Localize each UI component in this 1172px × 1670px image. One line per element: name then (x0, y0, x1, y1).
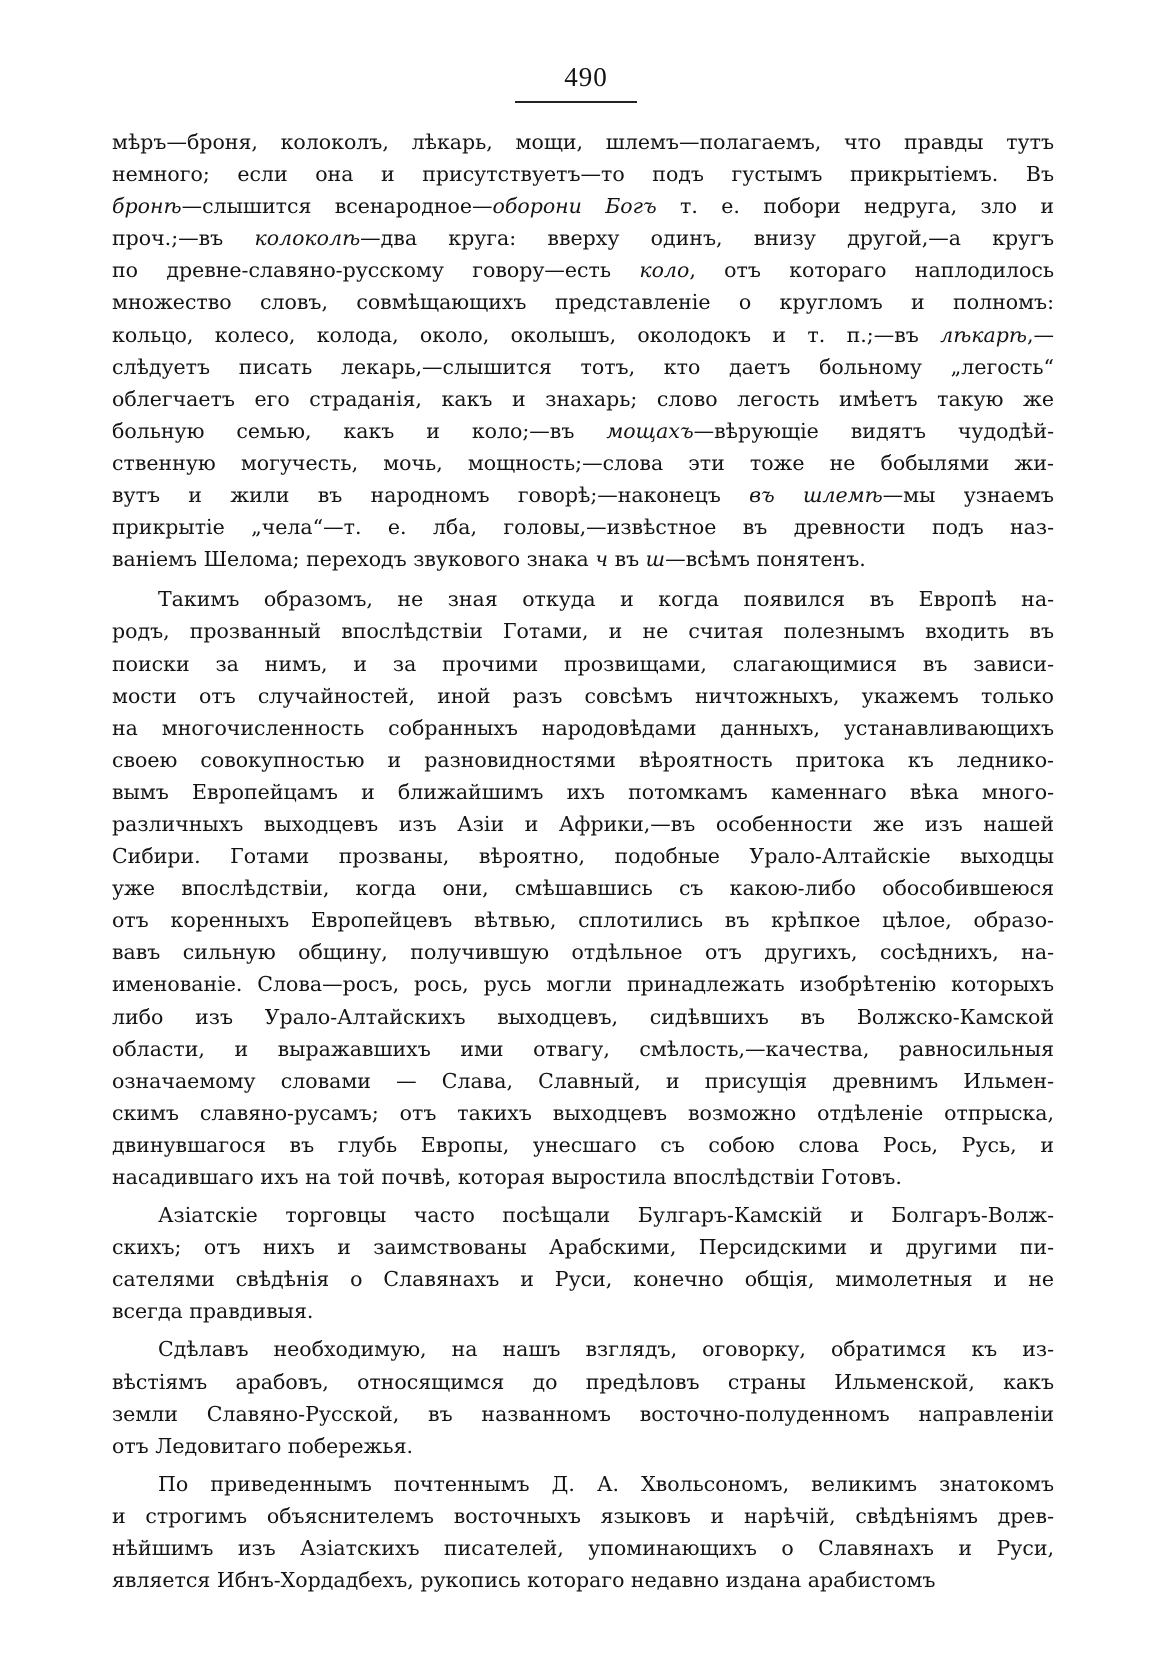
text-line: слѣдуетъ писать лекарь,—слышится тотъ, кто даетъ больному „легость“ (112, 354, 1054, 379)
text-line: облегчаетъ его страданія, какъ и знахарь; слово легость имѣетъ такую же (112, 386, 1054, 411)
body-text (112, 126, 1054, 1596)
text-line: либо изъ Урало-Алтайскихъ выходцевъ, сидѣвшихъ въ Волжско-Камской (112, 1004, 1054, 1029)
text-line: кольцо, колесо, колода, около, околышъ, околодокъ и т. п.;—въ лѣкарѣ,— (112, 322, 1054, 347)
text-line: скихъ; отъ нихъ и заимствованы Арабскими, Персидскими и другими пи- (112, 1235, 1054, 1260)
text-line: больную семью, какъ и коло;—въ мощахъ—вѣрующіе видятъ чудодѣй- (112, 418, 1054, 443)
page-number-underline (515, 101, 637, 103)
text-line: Азіатскіе торговцы часто посѣщали Булгаръ-Камскій и Болгаръ-Волж- (158, 1203, 1054, 1228)
text-line: ваніемъ Шелома; переходъ звукового знака ч въ ш—всѣмъ понятенъ. (112, 547, 866, 572)
text-line: Такимъ образомъ, не зная откуда и когда появился въ Европѣ на- (158, 587, 1054, 612)
text-line: земли Славяно-Русской, въ названномъ восточно-полуденномъ направленіи (112, 1401, 1054, 1426)
text-line: вавъ сильную общину, получившую отдѣльное отъ другихъ, сосѣднихъ, на- (112, 940, 1054, 965)
emphasized-word: въ шлемѣ (749, 483, 883, 508)
text-line: по древне-славяно-русскому говору—есть коло, отъ котораго наплодилось (112, 258, 1054, 283)
text-line: отъ Ледовитаго побережья. (112, 1433, 414, 1458)
paragraph-gap (112, 575, 1054, 583)
text-line: прикрытіе „чела“—т. е. лба, головы,—извѣстное въ древности подъ наз- (112, 515, 1054, 540)
paragraph (112, 126, 1054, 575)
text-line: является Ибнъ-Хордадбехъ, рукопись котораго недавно издана арабистомъ (112, 1568, 936, 1593)
text-line: именованіе. Слова—росъ, рось, русь могли принадлежать изобрѣтенію которыхъ (112, 972, 1054, 997)
emphasized-word: бронѣ (112, 194, 182, 219)
text-line: вымъ Европейцамъ и ближайшимъ ихъ потомкамъ каменнаго вѣка много- (112, 779, 1054, 804)
text-line: поиски за нимъ, и за прочими прозвищами, слагающимися въ зависи- (112, 651, 1054, 676)
emphasized-word: оборони Богъ (492, 194, 657, 219)
text-line: проч.;—въ колоколѣ—два круга: вверху одинъ, внизу другой,—а кругъ (112, 226, 1054, 251)
text-line: и строгимъ объяснителемъ восточныхъ языковъ и нарѣчій, свѣдѣніямъ древ- (112, 1503, 1054, 1528)
text-line: на многочисленность собранныхъ народовѣдами данныхъ, устанавливающихъ (112, 715, 1054, 740)
text-line: насадившаго ихъ на той почвѣ, которая выростила впослѣдствіи Готовъ. (112, 1165, 902, 1189)
text-line: скимъ славяно-русамъ; отъ такихъ выходцевъ возможно отдѣленіе отпрыска, (112, 1100, 1054, 1125)
emphasized-word: коло (639, 258, 690, 283)
page-number: 490 (564, 62, 608, 92)
text-line: ственную могучесть, мочь, мощность;—слова эти тоже не бобылями жи- (112, 450, 1054, 475)
text-line: различныхъ выходцевъ изъ Азіи и Африки,—въ особенности же изъ нашей (112, 811, 1054, 836)
paragraph (112, 1468, 1054, 1596)
text-line: всегда правдивыя. (112, 1299, 314, 1324)
emphasized-word: мощахъ (606, 418, 694, 443)
emphasized-word: ш (645, 547, 666, 572)
text-line: области, и выражавшихъ ими отвагу, смѣлость,—качества, равносильныя (112, 1036, 1054, 1061)
text-line: бронѣ—слышится всенародное—оборони Богъ т. е. побори недруга, зло и (112, 194, 1054, 219)
text-line: родъ, прозванный впослѣдствіи Готами, и не считая полезнымъ входить въ (112, 619, 1054, 644)
text-line: множество словъ, совмѣщающихъ представленіе о кругломъ и полномъ: (112, 290, 1054, 315)
paragraph (112, 1333, 1054, 1461)
paragraph (112, 1199, 1054, 1327)
text-line: Сдѣлавъ необходимую, на нашъ взглядъ, оговорку, обратимся къ из- (158, 1337, 1054, 1362)
text-line: сателями свѣдѣнія о Славянахъ и Руси, конечно общія, мимолетныя и не (112, 1267, 1054, 1292)
emphasized-word: лѣкарѣ (940, 322, 1027, 347)
text-line: отъ коренныхъ Европейцевъ вѣтвью, сплотились въ крѣпкое цѣлое, образо- (112, 908, 1054, 933)
emphasized-word: колоколѣ (254, 226, 361, 251)
text-line: вутъ и жили въ народномъ говорѣ;—наконецъ въ шлемѣ—мы узнаемъ (112, 483, 1054, 508)
text-line: немного; если она и присутствуетъ—то подъ густымъ прикрытіемъ. Въ (112, 162, 1054, 187)
text-line: означаемому словами — Слава, Славный, и присущія древнимъ Ильмен- (112, 1068, 1054, 1093)
text-line: своею совокупностью и разновидностями вѣроятность притока къ леднико- (112, 747, 1054, 772)
text-line: мѣръ—броня, колоколъ, лѣкарь, мощи, шлемъ—полагаемъ, что правды тутъ (112, 130, 1054, 154)
text-line: двинувшагося въ глубь Европы, унесшаго съ собою слова Рось, Русь, и (112, 1132, 1054, 1157)
emphasized-word: ч (595, 547, 609, 572)
text-line: мости отъ случайностей, иной разъ совсѣмъ ничтожныхъ, укажемъ только (112, 683, 1054, 708)
text-line: нѣйшимъ изъ Азіатскихъ писателей, упоминающихъ о Славянахъ и Руси, (112, 1536, 1054, 1561)
text-line: вѣстіямъ арабовъ, относящимся до предѣловъ страны Ильменской, какъ (112, 1369, 1054, 1394)
text-line: По приведеннымъ почтеннымъ Д. А. Хвольсономъ, великимъ знатокомъ (158, 1471, 1054, 1496)
paragraph (112, 583, 1054, 1193)
text-line: уже впослѣдствіи, когда они, смѣшавшись съ какою-либо обособившеюся (112, 876, 1054, 901)
text-line: Сибири. Готами прозваны, вѣроятно, подобные Урало-Алтайскіе выходцы (112, 844, 1054, 869)
